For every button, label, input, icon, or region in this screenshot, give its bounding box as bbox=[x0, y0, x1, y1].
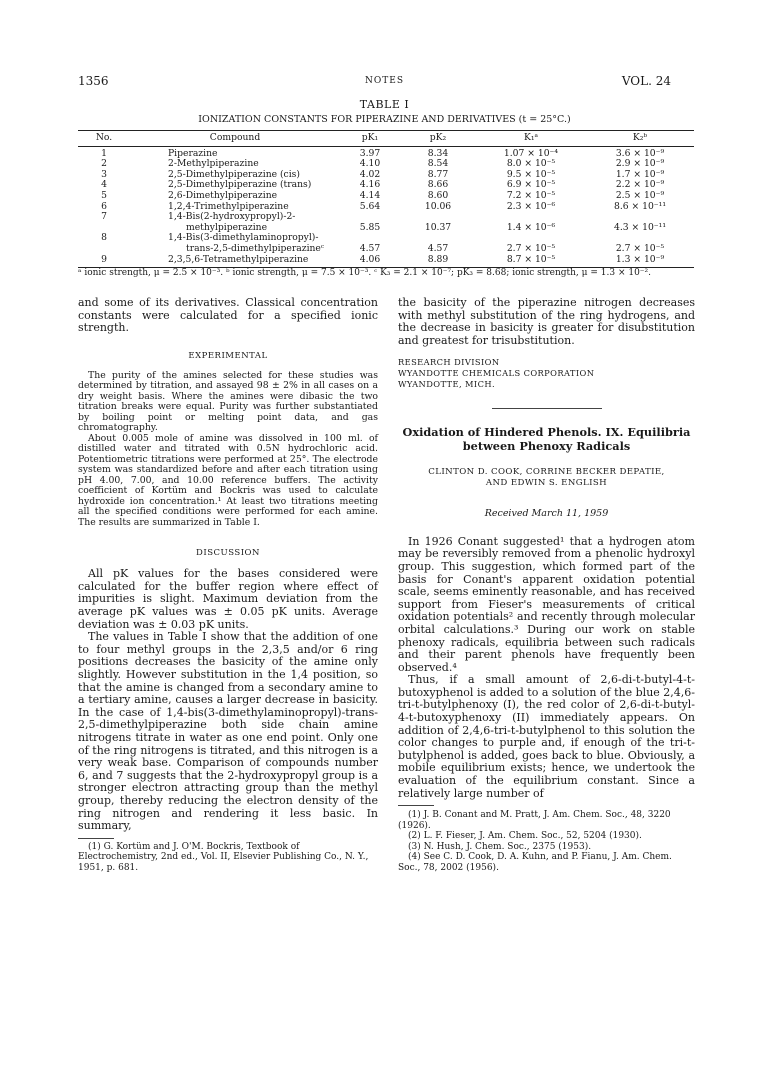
table-footnote-text: ᵃ ionic strength, μ = 2.5 × 10⁻³. ᵇ ionic strength, μ = 7.5 × 10⁻³. ᶜ K₃ = 2.1 × 10⁻⁷; pK₃ = 8.68; ionic strength, μ = 1.3 × 10⁻². bbox=[78, 268, 652, 278]
data-table bbox=[78, 130, 694, 268]
cell-pk1: 5.85 bbox=[359, 221, 381, 233]
cell-compound bbox=[130, 191, 340, 202]
cell-no: 7 bbox=[101, 211, 107, 223]
footnote-list bbox=[398, 810, 695, 873]
author-block bbox=[398, 467, 695, 490]
compound-name-line: 1,4-Bis(3-dimethylaminopropyl)- bbox=[168, 232, 319, 244]
footnote-1: (1) G. Kortüm and J. O'M. Bockris, Textbook of Electrochemistry, 2nd ed., Vol. II, Elsevier Publishing Co., N. Y., 1951, p. 681. bbox=[78, 841, 369, 873]
cell-compound bbox=[130, 212, 340, 233]
cell-no: 1 bbox=[101, 147, 107, 159]
cell-k1: 2.7 × 10⁻⁵ bbox=[506, 242, 556, 254]
table-row bbox=[78, 212, 694, 233]
cell-k1: 8.0 × 10⁻⁵ bbox=[506, 158, 556, 170]
cell-pk2: 10.37 bbox=[424, 221, 452, 233]
article-separator-rule bbox=[492, 408, 602, 409]
cell-pk1: 3.97 bbox=[359, 147, 381, 159]
running-head-section: NOTES bbox=[365, 76, 404, 86]
affiliation-block bbox=[398, 357, 695, 389]
left-column bbox=[78, 297, 378, 873]
footnote-rule-right bbox=[398, 805, 434, 806]
cell-k1: 1.4 × 10⁻⁶ bbox=[506, 221, 556, 233]
cell-k1: 8.7 × 10⁻⁵ bbox=[476, 255, 586, 268]
compound-name-line: Piperazine bbox=[168, 147, 218, 159]
cell-pk2: 8.54 bbox=[427, 158, 449, 170]
cell-no: 2 bbox=[101, 158, 107, 170]
discussion-paragraph-1: All pK values for the bases considered were calculated for the buffer region where effect of impurities is slight. Maximum deviation from the average pK values was ± 0.05 pK units. Average deviation was ± 0.03 pK units. bbox=[78, 567, 378, 631]
compound-name-line: 2,5-Dimethylpiperazine (cis) bbox=[168, 168, 300, 180]
footnote-rule bbox=[78, 838, 114, 839]
cell-k1: 9.5 × 10⁻⁵ bbox=[506, 168, 556, 180]
experimental-paragraph-2: About 0.005 mole of amine was dissolved in 100 ml. of distilled water and titrated with 0.5N hydrochloric acid. Potentiometric titrations were performed at 25°. The electrode system was standardized before and after each titration using pH 4.00, 7.00, and 10.00 reference buffers. The activity coefficient of Kortüm and Bockris was used to calculate hydroxide ion concentration.¹ At least two titrations meeting all the specified conditions were performed for each amine. The results are summarized in Table I. bbox=[78, 432, 378, 528]
experimental-heading: EXPERIMENTAL bbox=[188, 350, 268, 361]
cell-compound bbox=[130, 233, 340, 254]
affiliation-line-1: RESEARCH DIVISION bbox=[398, 357, 500, 368]
cell-no: 6 bbox=[101, 200, 107, 212]
table-body bbox=[78, 146, 694, 268]
cell-k2: 2.9 × 10⁻⁹ bbox=[615, 158, 665, 170]
table-title: TABLE I bbox=[359, 98, 410, 111]
cell-pk2: 8.60 bbox=[427, 189, 449, 201]
cell-k1: 2.3 × 10⁻⁶ bbox=[506, 200, 556, 212]
cell-pk1: 4.10 bbox=[359, 158, 381, 170]
compound-name-line: 1,4-Bis(2-hydroxypropyl)-2- bbox=[168, 211, 296, 223]
cell-compound bbox=[130, 255, 340, 268]
cell-k2: 1.3 × 10⁻⁹ bbox=[586, 255, 694, 268]
cell-no: 9 bbox=[78, 255, 130, 268]
cell-pk1: 4.06 bbox=[340, 255, 400, 268]
cell-k2: 3.6 × 10⁻⁹ bbox=[615, 147, 665, 159]
intro-paragraph: and some of its derivatives. Classical concentration constants were calculated for a specified ionic strength. bbox=[78, 296, 378, 335]
received-date: Received March 11, 1959 bbox=[484, 507, 609, 519]
compound-name-line: 2,5-Dimethylpiperazine (trans) bbox=[168, 179, 312, 191]
compound-name-line: methylpiperazine bbox=[186, 221, 268, 233]
article-paragraph-2: Thus, if a small amount of 2,6-di-t-butyl-4-t-butoxyphenol is added to a solution of the blue 2,4,6-tri-t-butylphenoxy (I), the red color of 2,6-di-t-butyl-4-t-butoxyphenoxy (II) immediately appears. On addition of 2,4,6-tri-t-butylphenol to this solution the color changes to purple and, if enough of the tri-t-butylphenol is added, goes back to blue. Obviously, a mobile equilibrium exists; hence, we undertook the evaluation of the equilibrium constant. Since a relatively large number of bbox=[398, 673, 695, 800]
cell-pk1: 4.57 bbox=[359, 242, 381, 254]
header-k1: K₁ᵃ bbox=[476, 131, 586, 147]
compound-name-line: 2,6-Dimethylpiperazine bbox=[168, 189, 278, 201]
cell-pk2: 4.57 bbox=[427, 242, 449, 254]
discussion-paragraph-2: The values in Table I show that the addition of one to four methyl groups in the 2,3,5 and/or 6 ring positions decreases the basicity of the amine only slightly. However substitution in the 1,4 position, so that the amine is changed from a secondary amine to a tertiary amine, causes a larger decrease in basicity. In the case of 1,4-bis(3-dimethylaminopropyl)-trans-2,5-dimethylpiperazine both side chain amine nitrogens titrate in water as one end point. Only one of the ring nitrogens is titrated, and this nitrogen is a very weak base. Comparison of compounds number 6, and 7 suggests that the 2-hydroxypropyl group is a stronger electron attracting group than the methyl group, thereby reducing the electron density of the ring nitrogen and rendering it less basic. In summary, bbox=[78, 630, 378, 833]
cell-pk1: 4.02 bbox=[359, 168, 381, 180]
article-title bbox=[398, 425, 695, 453]
header-compound: Compound bbox=[130, 131, 340, 147]
cell-pk2: 8.77 bbox=[427, 168, 449, 180]
footnote-item: (3) N. Hush, J. Chem. Soc., 2375 (1953). bbox=[408, 841, 592, 852]
table-row bbox=[78, 255, 694, 268]
cell-k2: 1.7 × 10⁻⁹ bbox=[615, 168, 665, 180]
affiliation-line-2: WYANDOTTE CHEMICALS CORPORATION bbox=[398, 368, 595, 379]
compound-name-line: 2,3,5,6-Tetramethylpiperazine bbox=[168, 253, 309, 265]
article-title-line-1: Oxidation of Hindered Phenols. IX. Equilibria bbox=[402, 424, 691, 439]
footnote-item: (4) See C. D. Cook, D. A. Kuhn, and P. Fianu, J. Am. Chem. Soc., 78, 2002 (1956). bbox=[398, 852, 672, 873]
cell-no: 8 bbox=[101, 232, 107, 244]
header-pk1: pK₁ bbox=[340, 131, 400, 147]
discussion-heading: DISCUSSION bbox=[196, 548, 260, 559]
cell-no: 3 bbox=[101, 168, 107, 180]
continuation-paragraph: the basicity of the piperazine nitrogen decreases with methyl substitution of the ring hydrogens, and the decrease in basicity is greater for disubstitution and greatest for trisubstitution. bbox=[398, 296, 695, 347]
affiliation-line-3: WYANDOTTE, MICH. bbox=[398, 378, 496, 389]
table-footnote bbox=[78, 267, 694, 279]
compound-name-line: 2-Methylpiperazine bbox=[168, 158, 259, 170]
cell-pk2: 10.06 bbox=[424, 200, 452, 212]
cell-pk1: 4.14 bbox=[359, 189, 381, 201]
cell-k2: 4.3 × 10⁻¹¹ bbox=[613, 221, 667, 233]
authors-line-1: CLINTON D. COOK, CORRINE BECKER DEPATIE, bbox=[428, 466, 665, 477]
right-column bbox=[398, 297, 695, 873]
cell-pk1: 5.64 bbox=[359, 200, 381, 212]
header-k2: K₂ᵇ bbox=[586, 131, 694, 147]
ionization-table bbox=[78, 130, 694, 268]
cell-pk2: 8.66 bbox=[427, 179, 449, 191]
cell-k1: 6.9 × 10⁻⁵ bbox=[506, 179, 556, 191]
cell-k2: 2.7 × 10⁻⁵ bbox=[615, 242, 665, 254]
cell-pk2: 8.89 bbox=[400, 255, 476, 268]
compound-name-line: trans-2,5-dimethylpiperazineᶜ bbox=[186, 242, 325, 254]
table-header-row bbox=[78, 131, 694, 147]
cell-k2: 2.5 × 10⁻⁹ bbox=[615, 189, 665, 201]
cell-no: 5 bbox=[101, 189, 107, 201]
table-row bbox=[78, 233, 694, 254]
footnote-item: (1) J. B. Conant and M. Pratt, J. Am. Chem. Soc., 48, 3220 (1926). bbox=[398, 810, 671, 831]
compound-name-line: 1,2,4-Trimethylpiperazine bbox=[168, 200, 289, 212]
cell-k1: 1.07 × 10⁻⁴ bbox=[503, 147, 559, 159]
footnote-item: (2) L. F. Fieser, J. Am. Chem. Soc., 52, 5204 (1930). bbox=[408, 831, 642, 842]
cell-pk2: 8.34 bbox=[427, 147, 449, 159]
volume-number: VOL. 24 bbox=[621, 74, 671, 88]
header-pk2: pK₂ bbox=[400, 131, 476, 147]
cell-pk1: 4.16 bbox=[359, 179, 381, 191]
page-number: 1356 bbox=[78, 74, 109, 88]
article-title-line-2: between Phenoxy Radicals bbox=[462, 438, 631, 453]
table-row bbox=[78, 191, 694, 202]
cell-k1: 7.2 × 10⁻⁵ bbox=[506, 189, 556, 201]
header-no: No. bbox=[78, 131, 130, 147]
experimental-paragraph-1: The purity of the amines selected for these studies was determined by titration, and assayed 98 ± 2% in all cases on a dry weight basis. Where the amines were dibasic the two titration breaks were equal. Purity was further substantiated by boiling point or melting point data, and gas chromatography. bbox=[78, 369, 378, 434]
cell-k2: 8.6 × 10⁻¹¹ bbox=[613, 200, 667, 212]
authors-line-2: AND EDWIN S. ENGLISH bbox=[485, 478, 608, 489]
cell-k2: 2.2 × 10⁻⁹ bbox=[615, 179, 665, 191]
table-caption: IONIZATION CONSTANTS FOR PIPERAZINE AND DERIVATIVES (t = 25°C.) bbox=[198, 114, 571, 125]
article-paragraph-1: In 1926 Conant suggested¹ that a hydrogen atom may be reversibly removed from a phenolic hydroxyl group. This suggestion, which formed part of the basis for Conant's apparent oxidation potential scale, seems eminently reasonable, and has received support from Fieser's measurements of critical oxidation potentials² and recently through molecular orbital calculations.³ During our work on stable phenoxy radicals, equilibria between such radicals and their parent phenols have frequently been observed.⁴ bbox=[398, 534, 695, 674]
cell-no: 4 bbox=[101, 179, 107, 191]
